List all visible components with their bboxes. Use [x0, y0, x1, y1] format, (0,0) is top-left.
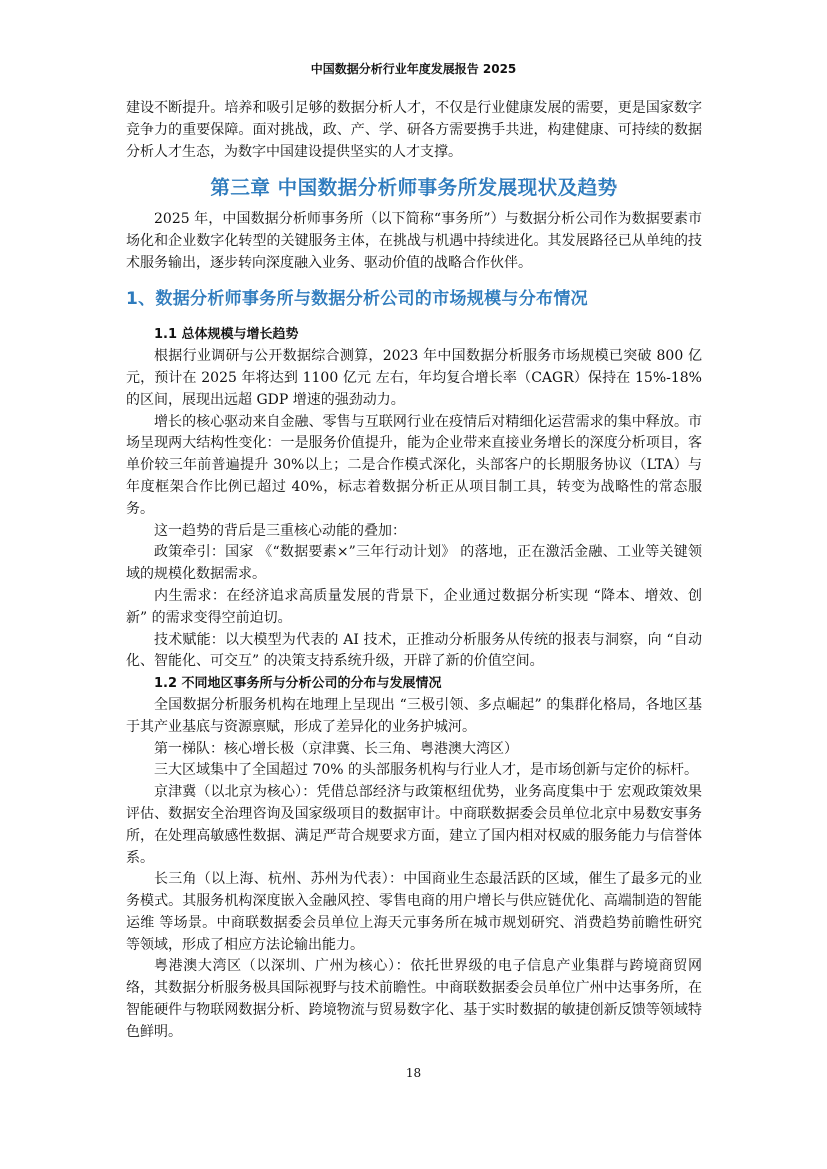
- paragraph: 根据行业调研与公开数据综合测算，2023 年中国数据分析服务市场规模已突破 800 亿元，预计在 2025 年将达到 1100 亿元 左右，年均复合增长率（CAGR）保持在 15%-18% 的区间，展现出远超 GDP 增速的强劲动力。: [126, 348, 702, 408]
- chapter-intro-paragraph: 2025 年，中国数据分析师事务所（以下简称“事务所”）与数据分析公司作为数据要素市场化和企业数字化转型的关键服务主体，在挑战与机遇中持续进化。其发展路径已从单纯的技术服务输出，逐步转向深度融入业务、驱动价值的战略合作伙伴。: [126, 211, 702, 271]
- page-number: 18: [405, 1066, 422, 1080]
- intro-paragraph: 建设不断提升。培养和吸引足够的数据分析人才，不仅是行业健康发展的需要，更是国家数字竞争力的重要保障。面对挑战，政、产、学、研各方需要携手共进，构建健康、可持续的数据分析人才生态，为数字中国建设提供坚实的人才支撑。: [126, 100, 702, 160]
- section-title: 1、数据分析师事务所与数据分析公司的市场规模与分布情况: [126, 288, 588, 309]
- paragraph: 技术赋能：以大模型为代表的 AI 技术，正推动分析服务从传统的报表与洞察，向 “自动化、智能化、可交互” 的决策支持系统升级，开辟了新的价值空间。: [126, 631, 702, 670]
- paragraph: 内生需求：在经济追求高质量发展的背景下，企业通过数据分析实现 “降本、增效、创新” 的需求变得空前迫切。: [126, 587, 702, 626]
- subsection-title-1-1: 1.1 总体规模与增长趋势: [154, 327, 299, 343]
- paragraph: 增长的核心驱动来自金融、零售与互联网行业在疫情后对精细化运营需求的集中释放。市场呈现两大结构性变化：一是服务价值提升，能为企业带来直接业务增长的深度分析项目，客单价较三年前普遍提升 30%以上；二是合作模式深化，头部客户的长期服务协议（LTA）与年度框架合作比例已超过 40%，标志着数据分析正从项目制工具，转变为战略性的常态服务。: [126, 413, 702, 517]
- page-content: [126, 98, 702, 1044]
- paragraph: 政策牵引：国家 《“数据要素×”三年行动计划》 的落地，正在激活金融、工业等关键领域的规模化数据需求。: [126, 544, 702, 583]
- paragraph: 第一梯队：核心增长极（京津冀、长三角、粤港澳大湾区）: [154, 740, 518, 757]
- paragraph: 长三角（以上海、杭州、苏州为代表）：中国商业生态最活跃的区域，催生了最多元的业务模式。其服务机构深度嵌入金融风控、零售电商的用户增长与供应链优化、高端制造的智能运维 等场景。中商联数据委会员单位上海天元事务所在城市规划研究、消费趋势前瞻性研究等领域，形成了相应方法论输出能力。: [126, 871, 702, 953]
- paragraph: 三大区域集中了全国超过 70% 的头部服务机构与行业人才，是市场创新与定价的标杆。: [154, 762, 699, 779]
- paragraph: 全国数据分析服务机构在地理上呈现出 “三极引领、多点崛起” 的集群化格局，各地区基于其产业基底与资源禀赋，形成了差异化的业务护城河。: [126, 696, 702, 735]
- running-header: 中国数据分析行业年度发展报告 2025: [310, 62, 517, 76]
- paragraph: 京津冀（以北京为核心）：凭借总部经济与政策枢纽优势，业务高度集中于 宏观政策效果评估、数据安全治理咨询及国家级项目的数据审计。中商联数据委会员单位北京中易数安事务所，在处理高敏感性数据、满足严苛合规要求方面，建立了国内相对权威的服务能力与信誉体系。: [126, 784, 702, 866]
- paragraph: 粤港澳大湾区（以深圳、广州为核心）：依托世界级的电子信息产业集群与跨境商贸网络，其数据分析服务极具国际视野与技术前瞻性。中商联数据委会员单位广州中达事务所，在智能硬件与物联网数据分析、跨境物流与贸易数字化、基于实时数据的敏捷创新反馈等领域特色鲜明。: [126, 958, 702, 1040]
- paragraph: 这一趋势的背后是三重核心动能的叠加：: [154, 522, 406, 539]
- chapter-title: 第三章 中国数据分析师事务所发展现状及趋势: [210, 176, 618, 200]
- subsection-title-1-2: 1.2 不同地区事务所与分析公司的分布与发展情况: [154, 676, 442, 692]
